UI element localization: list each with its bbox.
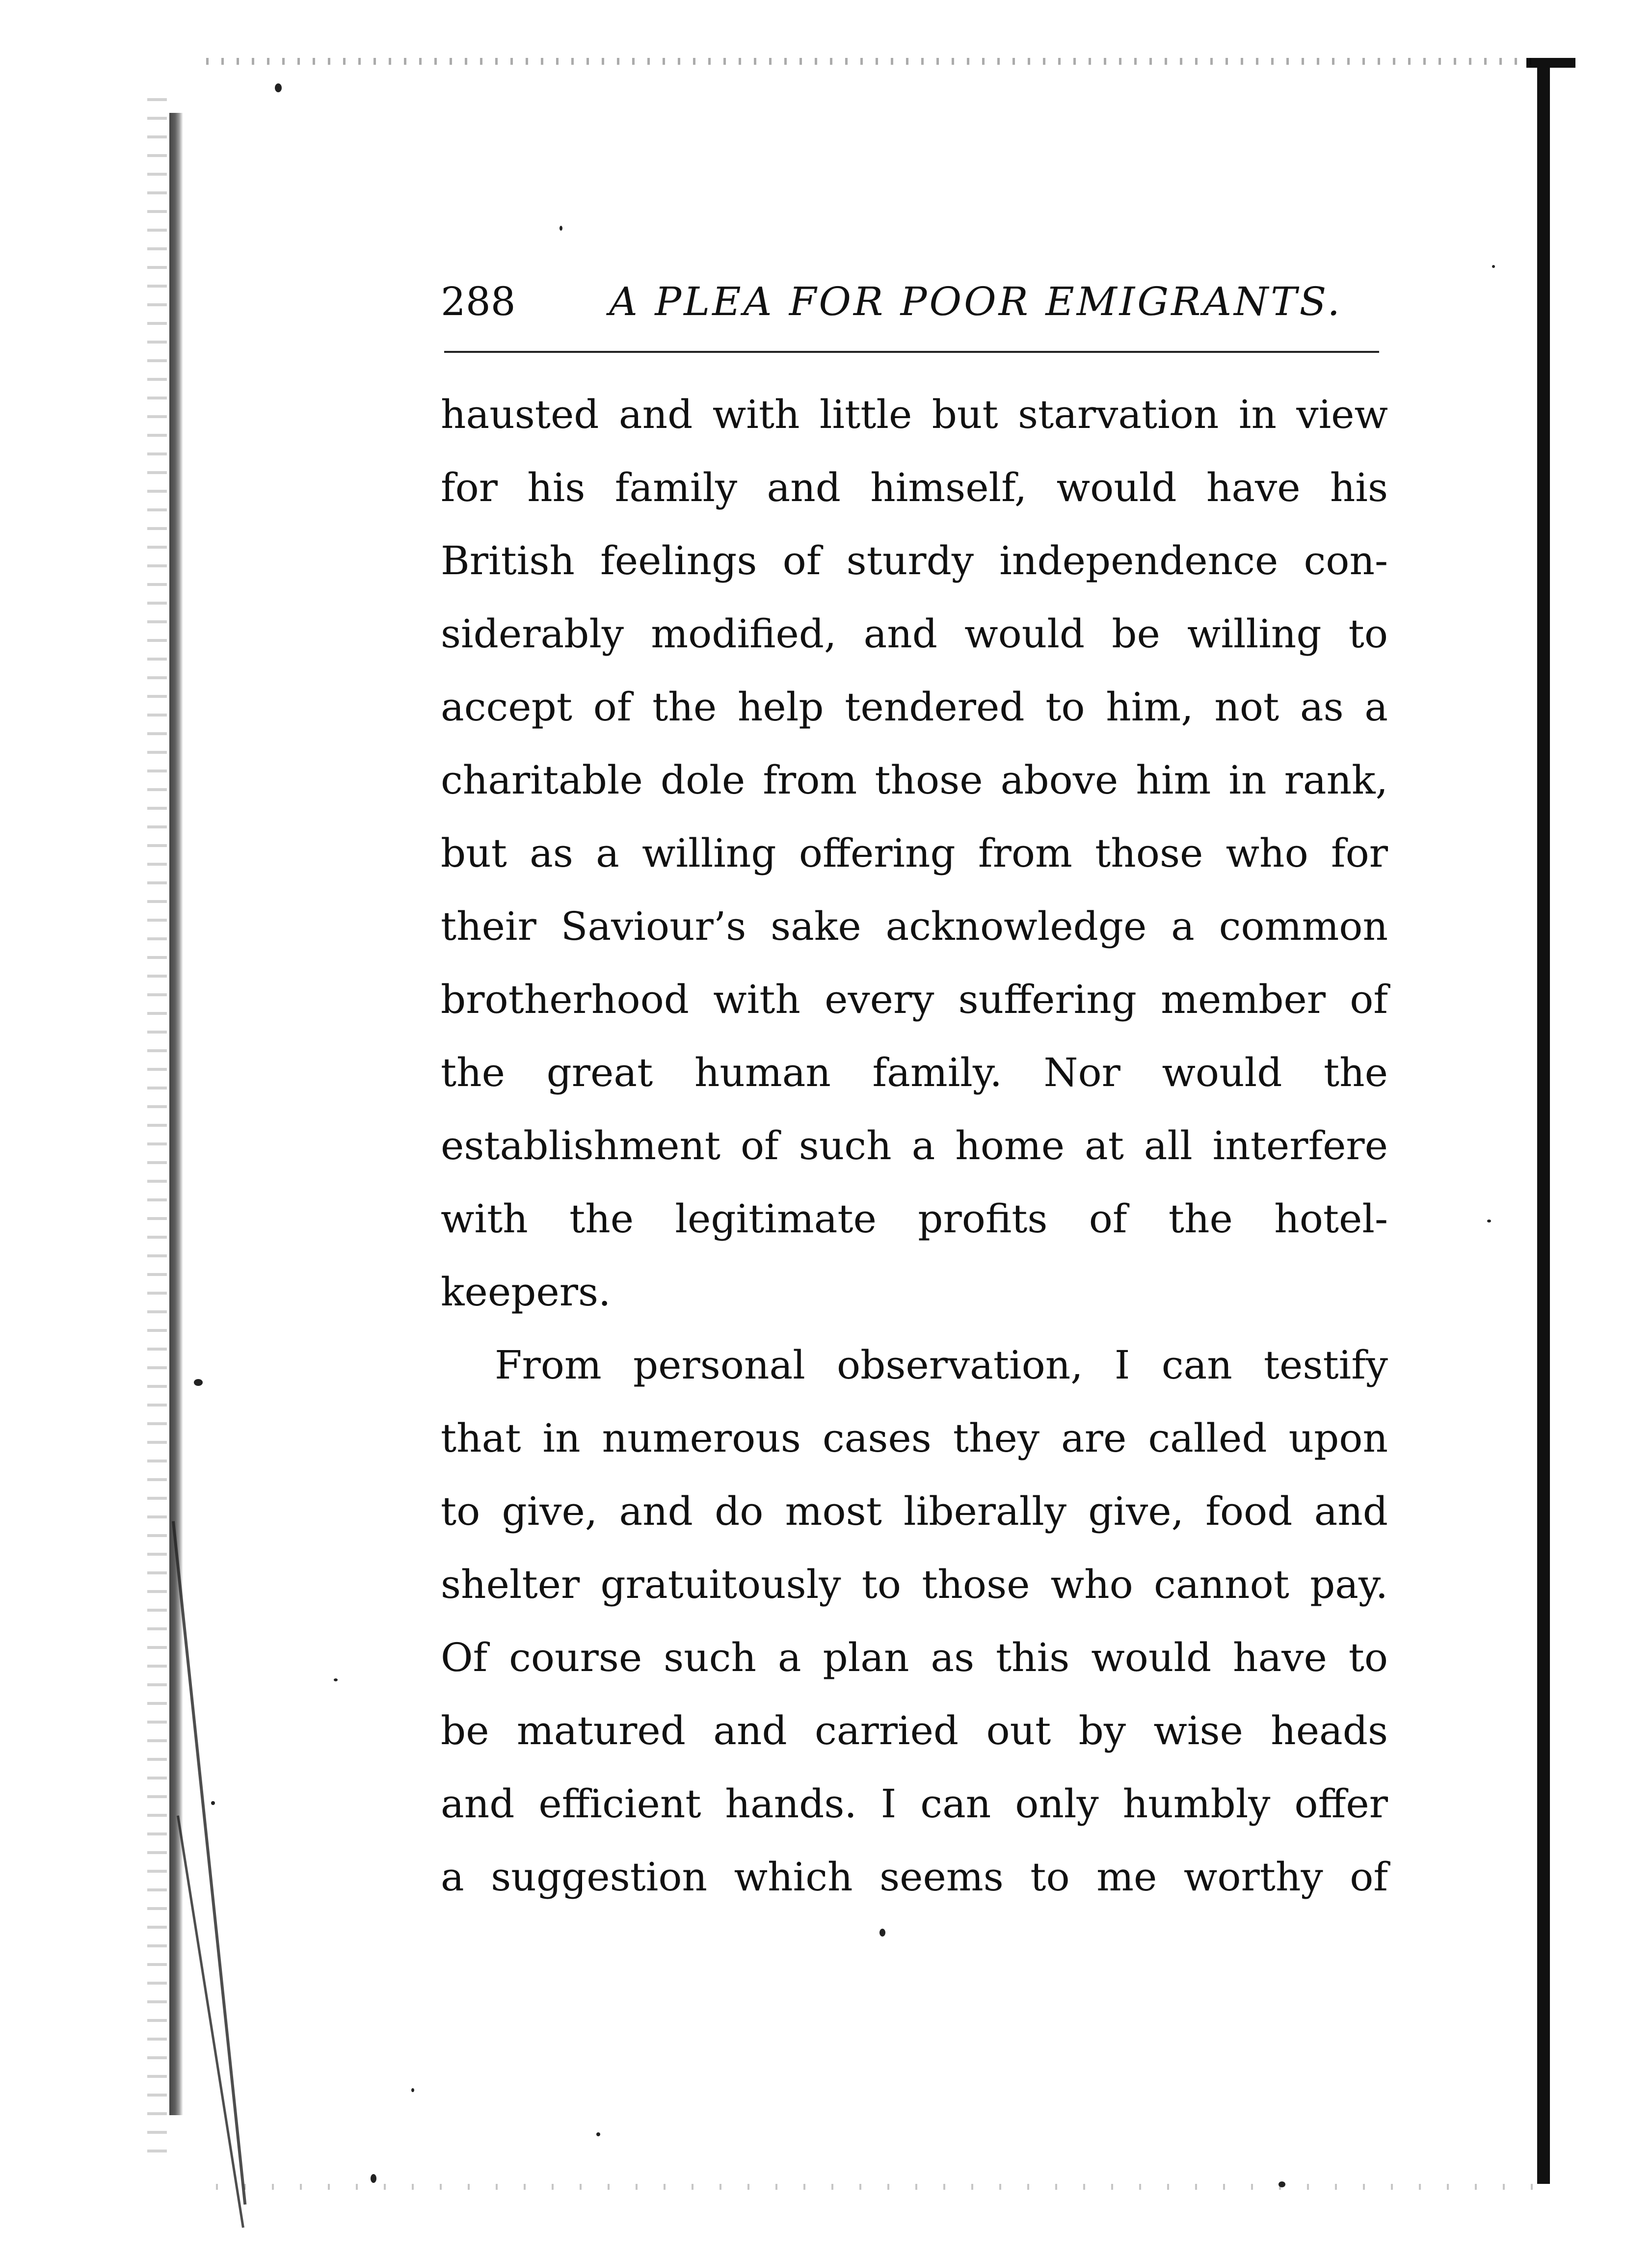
header-rule (444, 351, 1379, 353)
paragraph (441, 1328, 1388, 1913)
text-line: hausted and with little but starvation in view (441, 392, 1388, 437)
text-line: be matured and carried out by wise heads (441, 1708, 1388, 1753)
text-line: with the legitimate profits of the hotel- (441, 1196, 1388, 1242)
page-border-cap (1526, 58, 1575, 68)
page-number: 288 (441, 279, 516, 324)
scan-speck (334, 1678, 338, 1681)
text-line: but as a willing offering from those who for (441, 830, 1388, 876)
scan-speck (275, 83, 282, 92)
scan-speck (596, 2132, 600, 2136)
scan-noise-bottom (216, 2184, 1541, 2190)
text-line: shelter gratuitously to those who cannot pay. (441, 1562, 1388, 1607)
text-line: Of course such a plan as this would have to (441, 1635, 1388, 1680)
running-head (441, 275, 1373, 329)
text-line: their Saviour’s sake acknowledge a common (441, 903, 1388, 949)
scan-speck (1492, 265, 1495, 268)
scan-speck (371, 2174, 376, 2183)
text-line: to give, and do most liberally give, food and (441, 1488, 1388, 1534)
body-text (441, 378, 1388, 1913)
text-line: siderably modified, and would be willing to (441, 611, 1388, 657)
text-line: the great human family. Nor would the (441, 1050, 1388, 1095)
page-border-right (1537, 64, 1550, 2184)
text-line: brotherhood with every suffering member of (441, 977, 1388, 1022)
running-title: A PLEA FOR POOR EMIGRANTS. (609, 279, 1342, 324)
text-line: keepers. (441, 1269, 611, 1315)
paragraph (441, 378, 1388, 1328)
text-line: accept of the help tendered to him, not as a (441, 684, 1388, 730)
text-line: that in numerous cases they are called upon (441, 1415, 1388, 1461)
scan-noise-top (206, 58, 1531, 65)
scan-speck (1279, 2181, 1285, 2187)
text-line: and efficient hands. I can only humbly offer (441, 1781, 1388, 1827)
text-line: establishment of such a home at all interfere (441, 1123, 1388, 1168)
scan-speck (1487, 1220, 1491, 1222)
binding-edge (169, 113, 183, 2115)
binding-shadow (147, 98, 167, 2159)
scan-speck (211, 1801, 215, 1805)
scan-speck (194, 1379, 203, 1386)
scan-speck (411, 2088, 414, 2092)
text-line: for his family and himself, would have his (441, 465, 1388, 510)
scan-speck (879, 1929, 885, 1937)
text-line: British feelings of sturdy independence con- (441, 538, 1388, 584)
text-line: a suggestion which seems to me worthy of (441, 1854, 1388, 1900)
text-line: charitable dole from those above him in rank, (441, 757, 1388, 803)
text-line: From personal observation, I can testify (495, 1342, 1388, 1388)
scan-speck (560, 226, 562, 231)
